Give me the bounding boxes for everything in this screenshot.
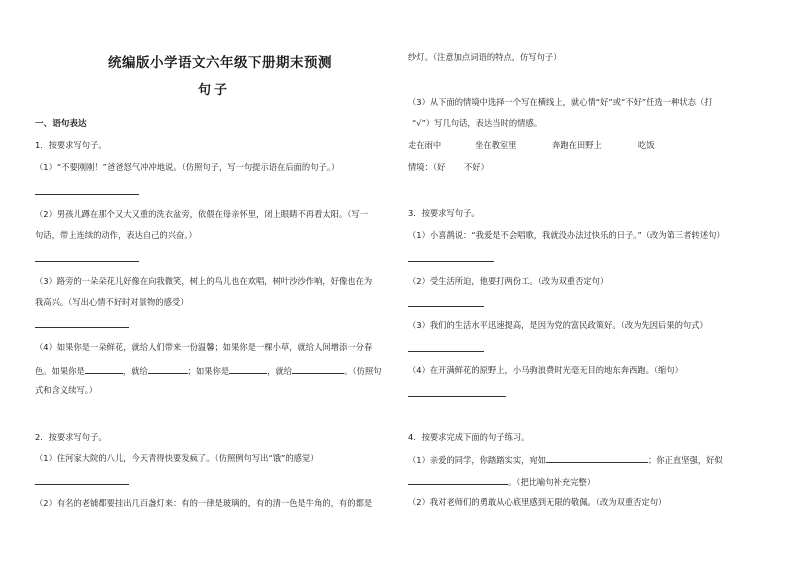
q2-heading: 2．按要求写句子。 [35, 432, 107, 442]
answer-line[interactable] [408, 261, 494, 262]
answer-line[interactable] [408, 396, 506, 397]
q3-s4: （4）在开满鲜花的原野上，小马驹浪费时光毫无目的地东奔西跑。（缩句） [408, 365, 683, 375]
q1-s3-line1: （3）路旁的一朵朵花儿好像在向我微笑，树上的鸟儿也在欢唱，树叶沙沙作响，好像也在为 [35, 276, 373, 286]
blank[interactable] [85, 364, 123, 374]
q1-s4-text-e: 。（仿照句 [344, 366, 382, 376]
q1-s3-line2: 我高兴。（写出心情不好时对景物的感受） [35, 297, 189, 307]
q3-s2: （2）受生活所迫，他要打两份工。（改为双重否定句） [408, 276, 609, 286]
q1-s4-line3: 式和含义续写。） [35, 385, 98, 395]
q1-s2-line2: 句话，带上连续的动作，表达自己的兴奋。） [35, 230, 197, 240]
answer-line[interactable] [408, 306, 484, 307]
blank[interactable] [148, 364, 188, 374]
mood-bad: 不好） [464, 162, 489, 172]
q4-s2: （2）我对老师们的勇敢从心底里感到无限的敬佩。（改为双重否定句） [408, 497, 667, 507]
blank[interactable] [408, 475, 508, 485]
page-subtitle: 句子 [198, 83, 231, 98]
continued-text: 纱灯。（注意加点词语的特点，仿写句子） [408, 52, 562, 62]
q1-s4-text-b: ，就给 [122, 366, 148, 376]
answer-line[interactable] [35, 194, 139, 195]
q4-s1-text-a: （1）亲爱的同学，你踏踏实实，宛如 [408, 455, 547, 465]
q1-s3b-line1: （3）从下面的情境中选择一个写在横线上，就心情“好”或“不好”任选一种状态（打 [408, 97, 713, 107]
option-4: 吃饭 [638, 140, 655, 150]
blank[interactable] [546, 453, 648, 463]
section-heading: 一、语句表达 [35, 119, 87, 129]
blank[interactable] [292, 364, 344, 374]
q1-s1: （1）“不要刚刚！”爸爸怒气冲冲地说。（仿照句子，写一句提示语在后面的句子。） [35, 162, 340, 172]
q3-s1: （1）小喜鹊说：“我爱是不会唱歌，我就没办法过快乐的日子。”（改为第三者转述句） [408, 230, 725, 240]
q1-s4-text-d: ，就给 [267, 366, 293, 376]
option-3: 奔跑在田野上 [552, 140, 602, 150]
blank[interactable] [229, 364, 267, 374]
q4-s1-line1 [408, 453, 723, 466]
answer-line[interactable] [35, 484, 129, 485]
mood-label: 情境：（好 [408, 162, 446, 172]
q4-heading: 4．按要求完成下面的句子练习。 [408, 432, 530, 442]
q4-s1-line2 [408, 475, 595, 488]
q2-s2: （2）有名的老铺都要挂出几百盏灯来：有的一律是玻璃的，有的清一色是牛角的，有的都是 [35, 498, 373, 508]
q1-s4-line2 [35, 364, 381, 377]
q1-s4-text-c: ；如果你是 [187, 366, 230, 376]
q1-s4-text-a: 色。如果你是 [35, 366, 85, 376]
page-title: 统编版小学语文六年级下册期末预测 [108, 55, 332, 71]
q4-s1-text-c: 。（把比喻句补充完整） [508, 477, 596, 487]
q3-s3: （3）我们的生活水平迅速提高，是因为党的富民政策好。（改为先因后果的句式） [408, 320, 708, 330]
q1-s4-line1: （4）如果你是一朵鲜花，就给人们带来一份温馨；如果你是一棵小草，就给人间增添一分春 [35, 342, 373, 352]
q3-heading: 3．按要求写句子。 [408, 208, 480, 218]
option-1: 走在雨中 [408, 140, 442, 150]
q2-s1: （1）住河家大院的八儿，今天青得快要发疯了。（仿照例句写出“饿”的感觉） [35, 453, 319, 463]
q1-s2-line1: （2）男孩儿蹲在那个又大又重的洗衣盆旁，依偎在母亲怀里，闭上眼睛不再看太阳。（写一 [35, 209, 369, 219]
answer-line[interactable] [35, 327, 129, 328]
option-2: 坐在教室里 [475, 140, 517, 150]
q4-s1-text-b: ；你正直坚强，好似 [648, 455, 723, 465]
q1-s3b-line2: “√”）写几句话，表达当时的情感。 [412, 118, 543, 128]
answer-line[interactable] [35, 261, 139, 262]
q1-heading: 1．按要求写句子。 [35, 140, 107, 150]
answer-line[interactable] [408, 351, 484, 352]
